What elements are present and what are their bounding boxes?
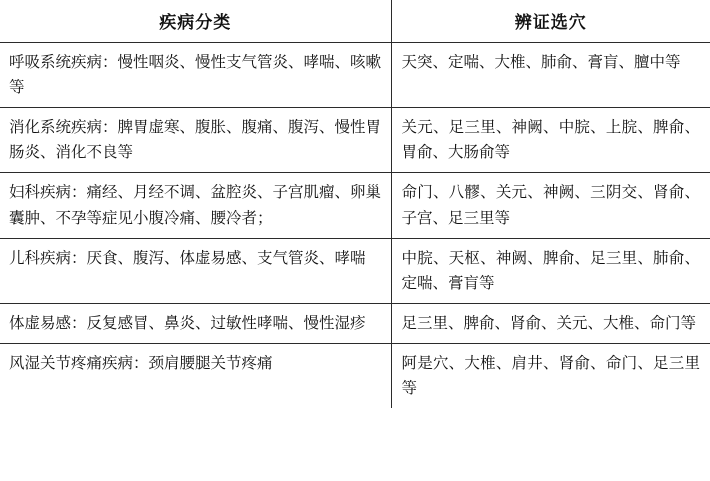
table-row <box>0 173 710 238</box>
table-row <box>0 303 710 343</box>
table-header <box>0 0 710 43</box>
table-row <box>0 343 710 408</box>
cell-point-selection: 命门、八髎、关元、神阙、三阴交、肾俞、子宫、足三里等 <box>391 173 710 238</box>
column-header-point-selection: 辨证选穴 <box>391 0 710 43</box>
table-row <box>0 238 710 303</box>
table-header-row <box>0 0 710 43</box>
table-row <box>0 108 710 173</box>
column-header-disease-category: 疾病分类 <box>0 0 391 43</box>
cell-disease-category: 妇科疾病：痛经、月经不调、盆腔炎、子宫肌瘤、卵巢囊肿、不孕等症见小腹冷痛、腰冷者； <box>0 173 391 238</box>
cell-point-selection: 阿是穴、大椎、肩井、肾俞、命门、足三里等 <box>391 343 710 408</box>
cell-point-selection: 天突、定喘、大椎、肺俞、膏肓、膻中等 <box>391 43 710 108</box>
table-body <box>0 43 710 409</box>
cell-disease-category: 风湿关节疼痛疾病：颈肩腰腿关节疼痛 <box>0 343 391 408</box>
cell-point-selection: 关元、足三里、神阙、中脘、上脘、脾俞、胃俞、大肠俞等 <box>391 108 710 173</box>
cell-disease-category: 呼吸系统疾病：慢性咽炎、慢性支气管炎、哮喘、咳嗽等 <box>0 43 391 108</box>
cell-disease-category: 消化系统疾病：脾胃虚寒、腹胀、腹痛、腹泻、慢性胃肠炎、消化不良等 <box>0 108 391 173</box>
cell-point-selection: 足三里、脾俞、肾俞、关元、大椎、命门等 <box>391 303 710 343</box>
table-row <box>0 43 710 108</box>
cell-point-selection: 中脘、天枢、神阙、脾俞、足三里、肺俞、定喘、膏肓等 <box>391 238 710 303</box>
cell-disease-category: 儿科疾病：厌食、腹泻、体虚易感、支气管炎、哮喘 <box>0 238 391 303</box>
cell-disease-category: 体虚易感：反复感冒、鼻炎、过敏性哮喘、慢性湿疹 <box>0 303 391 343</box>
